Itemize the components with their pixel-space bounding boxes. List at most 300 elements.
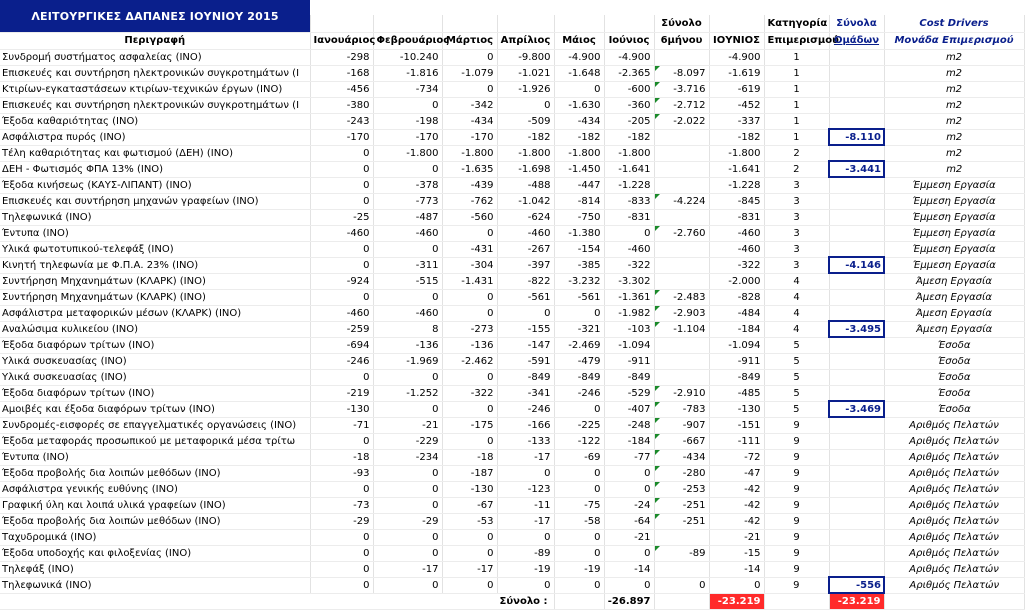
cell-june-caps[interactable]: -452 — [709, 97, 764, 113]
cell-mar[interactable]: 0 — [442, 529, 497, 545]
cell-apr[interactable]: -1.800 — [497, 145, 554, 161]
cell-jun[interactable]: 0 — [604, 225, 654, 241]
cell-jan[interactable]: 0 — [310, 177, 373, 193]
cell-apr[interactable]: -849 — [497, 369, 554, 385]
cell-apr[interactable]: 0 — [497, 305, 554, 321]
cell-feb[interactable]: -487 — [373, 209, 442, 225]
cell-feb[interactable]: -1.969 — [373, 353, 442, 369]
cell-jan[interactable]: -298 — [310, 49, 373, 65]
cell-apr[interactable]: -9.800 — [497, 49, 554, 65]
cell-mar[interactable]: 0 — [442, 577, 497, 593]
cell-may[interactable]: -849 — [554, 369, 604, 385]
cell-feb[interactable]: -136 — [373, 337, 442, 353]
cell-apr[interactable]: -123 — [497, 481, 554, 497]
cell-mar[interactable]: -431 — [442, 241, 497, 257]
cell-apr[interactable]: -1.926 — [497, 81, 554, 97]
cell-cost-driver[interactable]: Άμεση Εργασία — [884, 289, 1024, 305]
cell-total6[interactable]: -2.483 — [654, 289, 709, 305]
cell-jan[interactable]: -380 — [310, 97, 373, 113]
cell-category[interactable]: 9 — [764, 577, 829, 593]
cell-may[interactable]: 0 — [554, 577, 604, 593]
cell-may[interactable]: -246 — [554, 385, 604, 401]
cell-jun[interactable]: -911 — [604, 353, 654, 369]
cell-description[interactable]: Αναλώσιμα κυλικείου (ΙΝΟ) — [0, 321, 310, 337]
cell-jan[interactable]: -460 — [310, 225, 373, 241]
cell-group-total[interactable] — [829, 209, 884, 225]
cell-group-total[interactable] — [829, 145, 884, 161]
cell-jun[interactable]: -849 — [604, 369, 654, 385]
cell-feb[interactable]: -515 — [373, 273, 442, 289]
cell-category[interactable]: 9 — [764, 465, 829, 481]
cell-may[interactable]: -814 — [554, 193, 604, 209]
cell-category[interactable]: 1 — [764, 81, 829, 97]
cell-jun[interactable]: -184 — [604, 433, 654, 449]
cell-cost-driver[interactable]: Έσοδα — [884, 337, 1024, 353]
cell-group-total[interactable] — [829, 353, 884, 369]
cell-cost-driver[interactable]: Αριθμός Πελατών — [884, 481, 1024, 497]
cell-cost-driver[interactable]: m2 — [884, 65, 1024, 81]
cell-cost-driver[interactable]: Αριθμός Πελατών — [884, 465, 1024, 481]
cell-june-caps[interactable]: -831 — [709, 209, 764, 225]
cell-total6[interactable]: -2.022 — [654, 113, 709, 129]
cell-jan[interactable]: 0 — [310, 561, 373, 577]
cell-total6[interactable]: -667 — [654, 433, 709, 449]
cell-mar[interactable]: -53 — [442, 513, 497, 529]
cell-description[interactable]: Έξοδα προβολής δια λοιπών μεθόδων (ΙΝΟ) — [0, 465, 310, 481]
cell-description[interactable]: Ασφάλιστρα γενικής ευθύνης (ΙΝΟ) — [0, 481, 310, 497]
cell-june-caps[interactable]: -1.641 — [709, 161, 764, 177]
cell-jan[interactable]: -259 — [310, 321, 373, 337]
cell-feb[interactable]: 0 — [373, 241, 442, 257]
cell-group-total[interactable] — [829, 529, 884, 545]
cell-apr[interactable]: -166 — [497, 417, 554, 433]
cell-group-total[interactable] — [829, 449, 884, 465]
cell-mar[interactable]: -170 — [442, 129, 497, 145]
cell-mar[interactable]: -2.462 — [442, 353, 497, 369]
cell-jun[interactable]: 0 — [604, 481, 654, 497]
cell-apr[interactable]: -133 — [497, 433, 554, 449]
cell-mar[interactable]: 0 — [442, 401, 497, 417]
cell-jun[interactable]: -21 — [604, 529, 654, 545]
cell-feb[interactable]: -378 — [373, 177, 442, 193]
cell-mar[interactable]: -18 — [442, 449, 497, 465]
cell-group-total[interactable] — [829, 81, 884, 97]
cell-cost-driver[interactable]: Αριθμός Πελατών — [884, 529, 1024, 545]
cell-jan[interactable]: 0 — [310, 369, 373, 385]
cell-jun[interactable]: -24 — [604, 497, 654, 513]
cell-jan[interactable]: 0 — [310, 545, 373, 561]
cell-jan[interactable]: 0 — [310, 257, 373, 273]
cell-apr[interactable]: -460 — [497, 225, 554, 241]
cell-group-total[interactable] — [829, 417, 884, 433]
cell-cost-driver[interactable]: m2 — [884, 161, 1024, 177]
cell-group-total[interactable]: -556 — [829, 577, 884, 593]
cell-may[interactable]: -479 — [554, 353, 604, 369]
cell-description[interactable]: Τέλη καθαριότητας και φωτισμού (ΔΕΗ) (ΙΝΟ) — [0, 145, 310, 161]
cell-description[interactable]: Έντυπα (ΙΝΟ) — [0, 449, 310, 465]
cell-jun[interactable]: -1.361 — [604, 289, 654, 305]
cell-cost-driver[interactable]: Έμμεση Εργασία — [884, 209, 1024, 225]
cell-june-caps[interactable]: -337 — [709, 113, 764, 129]
cell-total6[interactable]: -4.224 — [654, 193, 709, 209]
cell-mar[interactable]: 0 — [442, 433, 497, 449]
cell-mar[interactable]: -1.431 — [442, 273, 497, 289]
cell-apr[interactable]: -397 — [497, 257, 554, 273]
cell-feb[interactable]: -170 — [373, 129, 442, 145]
cell-cost-driver[interactable]: Αριθμός Πελατών — [884, 449, 1024, 465]
cell-cost-driver[interactable]: Έμμεση Εργασία — [884, 177, 1024, 193]
cell-category[interactable]: 2 — [764, 161, 829, 177]
cell-jan[interactable]: -168 — [310, 65, 373, 81]
cell-jan[interactable]: 0 — [310, 241, 373, 257]
cell-jun[interactable]: -3.302 — [604, 273, 654, 289]
cell-description[interactable]: Υλικά φωτοτυπικού-τελεφάξ (ΙΝΟ) — [0, 241, 310, 257]
cell-group-total[interactable] — [829, 337, 884, 353]
cell-jun[interactable]: -1.800 — [604, 145, 654, 161]
cell-cost-driver[interactable]: m2 — [884, 113, 1024, 129]
cell-group-total[interactable] — [829, 97, 884, 113]
cell-total6[interactable]: -2.760 — [654, 225, 709, 241]
cell-cost-driver[interactable]: Έσοδα — [884, 353, 1024, 369]
cell-category[interactable]: 3 — [764, 225, 829, 241]
cell-may[interactable]: -19 — [554, 561, 604, 577]
cell-cost-driver[interactable]: Έμμεση Εργασία — [884, 193, 1024, 209]
cell-feb[interactable]: -460 — [373, 225, 442, 241]
cell-cost-driver[interactable]: Αριθμός Πελατών — [884, 417, 1024, 433]
cell-jan[interactable]: 0 — [310, 193, 373, 209]
cell-group-total[interactable] — [829, 561, 884, 577]
cell-june-caps[interactable]: -485 — [709, 385, 764, 401]
cell-total6[interactable]: -783 — [654, 401, 709, 417]
cell-total6[interactable]: -434 — [654, 449, 709, 465]
cell-cost-driver[interactable]: Αριθμός Πελατών — [884, 433, 1024, 449]
cell-group-total[interactable] — [829, 289, 884, 305]
cell-category[interactable]: 5 — [764, 385, 829, 401]
cell-mar[interactable]: -175 — [442, 417, 497, 433]
cell-description[interactable]: Τηλεφάξ (ΙΝΟ) — [0, 561, 310, 577]
cell-mar[interactable]: -1.079 — [442, 65, 497, 81]
cell-jun[interactable]: -1.228 — [604, 177, 654, 193]
cell-june-caps[interactable]: -14 — [709, 561, 764, 577]
cell-total6[interactable] — [654, 177, 709, 193]
cell-jun[interactable]: -14 — [604, 561, 654, 577]
cell-category[interactable]: 5 — [764, 401, 829, 417]
cell-category[interactable]: 4 — [764, 321, 829, 337]
cell-feb[interactable]: -1.252 — [373, 385, 442, 401]
cell-jan[interactable]: -18 — [310, 449, 373, 465]
cell-jun[interactable]: 0 — [604, 545, 654, 561]
cell-june-caps[interactable]: -42 — [709, 497, 764, 513]
cell-feb[interactable]: -773 — [373, 193, 442, 209]
cell-may[interactable]: -3.232 — [554, 273, 604, 289]
cell-category[interactable]: 5 — [764, 369, 829, 385]
cell-apr[interactable]: -182 — [497, 129, 554, 145]
cell-description[interactable]: Κτιρίων-εγκαταστάσεων κτιρίων-τεχνικών έργων (ΙΝΟ) — [0, 81, 310, 97]
cell-feb[interactable]: 8 — [373, 321, 442, 337]
cell-jan[interactable]: -29 — [310, 513, 373, 529]
cell-group-total[interactable] — [829, 177, 884, 193]
cell-apr[interactable]: -822 — [497, 273, 554, 289]
cell-mar[interactable]: -17 — [442, 561, 497, 577]
cell-group-total[interactable] — [829, 305, 884, 321]
cell-group-total[interactable] — [829, 193, 884, 209]
cell-total6[interactable]: -253 — [654, 481, 709, 497]
cell-category[interactable]: 9 — [764, 481, 829, 497]
cell-jan[interactable]: -93 — [310, 465, 373, 481]
cell-mar[interactable]: -187 — [442, 465, 497, 481]
cell-category[interactable]: 1 — [764, 129, 829, 145]
cell-june-caps[interactable]: -484 — [709, 305, 764, 321]
cell-total6[interactable]: -8.097 — [654, 65, 709, 81]
cell-total6[interactable]: -2.903 — [654, 305, 709, 321]
cell-description[interactable]: Τηλεφωνικά (ΙΝΟ) — [0, 209, 310, 225]
cell-description[interactable]: Ασφάλιστρα πυρός (ΙΝΟ) — [0, 129, 310, 145]
cell-jun[interactable]: -248 — [604, 417, 654, 433]
cell-mar[interactable]: -136 — [442, 337, 497, 353]
cell-jun[interactable]: -4.900 — [604, 49, 654, 65]
cell-group-total[interactable] — [829, 513, 884, 529]
cell-feb[interactable]: -198 — [373, 113, 442, 129]
cell-total6[interactable]: -2.712 — [654, 97, 709, 113]
cell-feb[interactable]: -17 — [373, 561, 442, 577]
cell-cost-driver[interactable]: Άμεση Εργασία — [884, 305, 1024, 321]
cell-june-caps[interactable]: -911 — [709, 353, 764, 369]
cell-category[interactable]: 9 — [764, 513, 829, 529]
cell-group-total[interactable] — [829, 481, 884, 497]
cell-apr[interactable]: -19 — [497, 561, 554, 577]
cell-group-total[interactable] — [829, 241, 884, 257]
cell-description[interactable]: Συνδρομή συστήματος ασφαλείας (ΙΝΟ) — [0, 49, 310, 65]
cell-cost-driver[interactable]: Άμεση Εργασία — [884, 273, 1024, 289]
cell-feb[interactable]: 0 — [373, 465, 442, 481]
cell-total6[interactable] — [654, 145, 709, 161]
cell-feb[interactable]: -1.816 — [373, 65, 442, 81]
cell-description[interactable]: Έξοδα μεταφοράς προσωπικού με μεταφορικά μέσα τρίτω — [0, 433, 310, 449]
cell-june-caps[interactable]: -15 — [709, 545, 764, 561]
cell-feb[interactable]: 0 — [373, 497, 442, 513]
cell-jan[interactable]: -243 — [310, 113, 373, 129]
cell-group-total[interactable] — [829, 385, 884, 401]
cell-category[interactable]: 1 — [764, 49, 829, 65]
cell-jun[interactable]: -360 — [604, 97, 654, 113]
cell-category[interactable]: 3 — [764, 193, 829, 209]
cell-apr[interactable]: -624 — [497, 209, 554, 225]
cell-jun[interactable]: -831 — [604, 209, 654, 225]
cell-group-total[interactable]: -3.495 — [829, 321, 884, 337]
cell-feb[interactable]: 0 — [373, 97, 442, 113]
cell-total6[interactable]: -251 — [654, 497, 709, 513]
cell-cost-driver[interactable]: m2 — [884, 97, 1024, 113]
cell-may[interactable]: -1.648 — [554, 65, 604, 81]
cell-cost-driver[interactable]: Αριθμός Πελατών — [884, 497, 1024, 513]
cell-jun[interactable]: -529 — [604, 385, 654, 401]
cell-category[interactable]: 3 — [764, 209, 829, 225]
cell-june-caps[interactable]: -182 — [709, 129, 764, 145]
cell-apr[interactable]: -561 — [497, 289, 554, 305]
cell-june-caps[interactable]: -845 — [709, 193, 764, 209]
cell-may[interactable]: -4.900 — [554, 49, 604, 65]
cell-apr[interactable]: -341 — [497, 385, 554, 401]
cell-jan[interactable]: -25 — [310, 209, 373, 225]
cell-apr[interactable]: -488 — [497, 177, 554, 193]
cell-jan[interactable]: 0 — [310, 433, 373, 449]
cell-total6[interactable] — [654, 529, 709, 545]
cell-jun[interactable]: -833 — [604, 193, 654, 209]
cell-category[interactable]: 1 — [764, 113, 829, 129]
cell-apr[interactable]: -17 — [497, 449, 554, 465]
cell-mar[interactable]: -304 — [442, 257, 497, 273]
cell-description[interactable]: Έξοδα καθαριότητας (ΙΝΟ) — [0, 113, 310, 129]
cell-group-total[interactable] — [829, 65, 884, 81]
cell-june-caps[interactable]: -111 — [709, 433, 764, 449]
cell-apr[interactable]: -89 — [497, 545, 554, 561]
cell-mar[interactable]: 0 — [442, 289, 497, 305]
cell-june-caps[interactable]: -184 — [709, 321, 764, 337]
cell-jan[interactable]: -456 — [310, 81, 373, 97]
cell-group-total[interactable] — [829, 369, 884, 385]
cell-category[interactable]: 9 — [764, 449, 829, 465]
cell-total6[interactable]: -89 — [654, 545, 709, 561]
cell-may[interactable]: 0 — [554, 529, 604, 545]
cell-feb[interactable]: -29 — [373, 513, 442, 529]
cell-description[interactable]: Συντήρηση Μηχανημάτων (ΚΛΑΡΚ) (ΙΝΟ) — [0, 289, 310, 305]
cell-feb[interactable]: -234 — [373, 449, 442, 465]
cell-total6[interactable]: -2.910 — [654, 385, 709, 401]
cell-jan[interactable]: -73 — [310, 497, 373, 513]
cell-may[interactable]: -75 — [554, 497, 604, 513]
cell-june-caps[interactable]: 0 — [709, 577, 764, 593]
cell-description[interactable]: Κινητή τηλεφωνία με Φ.Π.Α. 23% (ΙΝΟ) — [0, 257, 310, 273]
cell-group-total[interactable]: -8.110 — [829, 129, 884, 145]
cell-category[interactable]: 9 — [764, 433, 829, 449]
cell-june-caps[interactable]: -42 — [709, 481, 764, 497]
cell-cost-driver[interactable]: m2 — [884, 49, 1024, 65]
cell-mar[interactable]: 0 — [442, 545, 497, 561]
cell-mar[interactable]: -762 — [442, 193, 497, 209]
cell-feb[interactable]: -460 — [373, 305, 442, 321]
cell-june-caps[interactable]: -1.094 — [709, 337, 764, 353]
cell-category[interactable]: 9 — [764, 545, 829, 561]
cell-total6[interactable]: -280 — [654, 465, 709, 481]
cell-group-total[interactable] — [829, 49, 884, 65]
cell-total6[interactable] — [654, 49, 709, 65]
cell-may[interactable]: -561 — [554, 289, 604, 305]
cell-jun[interactable]: -2.365 — [604, 65, 654, 81]
cell-category[interactable]: 3 — [764, 177, 829, 193]
cell-jan[interactable]: -170 — [310, 129, 373, 145]
cell-group-total[interactable]: -3.469 — [829, 401, 884, 417]
cell-mar[interactable]: -130 — [442, 481, 497, 497]
cell-june-caps[interactable]: -1.228 — [709, 177, 764, 193]
cell-group-total[interactable] — [829, 433, 884, 449]
cell-mar[interactable]: 0 — [442, 369, 497, 385]
cell-category[interactable]: 4 — [764, 305, 829, 321]
cell-cost-driver[interactable]: m2 — [884, 129, 1024, 145]
cell-mar[interactable]: 0 — [442, 49, 497, 65]
cell-may[interactable]: -58 — [554, 513, 604, 529]
cell-apr[interactable]: -11 — [497, 497, 554, 513]
cell-total6[interactable]: -251 — [654, 513, 709, 529]
cell-description[interactable]: Επισκευές και συντήρηση μηχανών γραφείων (ΙΝΟ) — [0, 193, 310, 209]
cell-june-caps[interactable]: -460 — [709, 225, 764, 241]
cell-description[interactable]: Υλικά συσκευασίας (ΙΝΟ) — [0, 369, 310, 385]
cell-jun[interactable]: -460 — [604, 241, 654, 257]
cell-may[interactable]: -385 — [554, 257, 604, 273]
cell-cost-driver[interactable]: Έμμεση Εργασία — [884, 241, 1024, 257]
cell-cost-driver[interactable]: Έμμεση Εργασία — [884, 257, 1024, 273]
cell-description[interactable]: ΔΕΗ - Φωτισμός ΦΠΑ 13% (ΙΝΟ) — [0, 161, 310, 177]
cell-jan[interactable]: -924 — [310, 273, 373, 289]
cell-apr[interactable]: -1.021 — [497, 65, 554, 81]
cell-feb[interactable]: 0 — [373, 161, 442, 177]
cell-apr[interactable]: -591 — [497, 353, 554, 369]
cell-mar[interactable]: -1.800 — [442, 145, 497, 161]
cell-jun[interactable]: -1.094 — [604, 337, 654, 353]
cell-mar[interactable]: -560 — [442, 209, 497, 225]
cell-may[interactable]: -1.450 — [554, 161, 604, 177]
cell-total6[interactable] — [654, 369, 709, 385]
cell-may[interactable]: 0 — [554, 481, 604, 497]
cell-description[interactable]: Ασφάλιστρα μεταφορικών μέσων (ΚΛΑΡΚ) (ΙΝΟ) — [0, 305, 310, 321]
cell-mar[interactable]: -342 — [442, 97, 497, 113]
cell-apr[interactable]: 0 — [497, 529, 554, 545]
cell-mar[interactable]: -1.635 — [442, 161, 497, 177]
cell-june-caps[interactable]: -72 — [709, 449, 764, 465]
cell-description[interactable]: Συνδρομές-εισφορές σε επαγγελματικές οργανώσεις (ΙΝΟ) — [0, 417, 310, 433]
cell-cost-driver[interactable]: m2 — [884, 145, 1024, 161]
cell-may[interactable]: 0 — [554, 465, 604, 481]
cell-description[interactable]: Επισκευές και συντήρηση ηλεκτρονικών συγκροτημάτων (Ι — [0, 97, 310, 113]
cell-category[interactable]: 2 — [764, 145, 829, 161]
total-june-caps[interactable]: -23.219 — [709, 593, 764, 609]
cell-feb[interactable]: -1.800 — [373, 145, 442, 161]
cell-category[interactable]: 1 — [764, 97, 829, 113]
cell-june-caps[interactable]: -4.900 — [709, 49, 764, 65]
cell-jan[interactable]: -219 — [310, 385, 373, 401]
cell-apr[interactable]: -267 — [497, 241, 554, 257]
cell-mar[interactable]: -322 — [442, 385, 497, 401]
cell-total6[interactable] — [654, 353, 709, 369]
cell-group-total[interactable]: -3.441 — [829, 161, 884, 177]
cell-feb[interactable]: -229 — [373, 433, 442, 449]
cell-mar[interactable]: -67 — [442, 497, 497, 513]
cell-apr[interactable]: 0 — [497, 465, 554, 481]
cell-description[interactable]: Γραφική ύλη και λοιπά υλικά γραφείων (ΙΝΟ) — [0, 497, 310, 513]
cell-june-caps[interactable]: -1.800 — [709, 145, 764, 161]
cell-category[interactable]: 5 — [764, 337, 829, 353]
total-june[interactable]: -26.897 — [604, 593, 654, 609]
cell-feb[interactable]: 0 — [373, 577, 442, 593]
cell-may[interactable]: -154 — [554, 241, 604, 257]
cell-cost-driver[interactable]: Έσοδα — [884, 385, 1024, 401]
cell-apr[interactable]: -17 — [497, 513, 554, 529]
cell-jan[interactable]: 0 — [310, 481, 373, 497]
cell-feb[interactable]: 0 — [373, 529, 442, 545]
cell-may[interactable]: -434 — [554, 113, 604, 129]
cell-may[interactable]: 0 — [554, 401, 604, 417]
cell-jun[interactable]: -77 — [604, 449, 654, 465]
cell-group-total[interactable] — [829, 225, 884, 241]
cell-june-caps[interactable]: -1.619 — [709, 65, 764, 81]
cell-description[interactable]: Αμοιβές και έξοδα διαφόρων τρίτων (ΙΝΟ) — [0, 401, 310, 417]
cell-jan[interactable]: -694 — [310, 337, 373, 353]
cell-may[interactable]: -447 — [554, 177, 604, 193]
cell-category[interactable]: 4 — [764, 273, 829, 289]
cell-jan[interactable]: 0 — [310, 145, 373, 161]
cell-june-caps[interactable]: -828 — [709, 289, 764, 305]
cell-total6[interactable]: -3.716 — [654, 81, 709, 97]
cell-category[interactable]: 9 — [764, 417, 829, 433]
